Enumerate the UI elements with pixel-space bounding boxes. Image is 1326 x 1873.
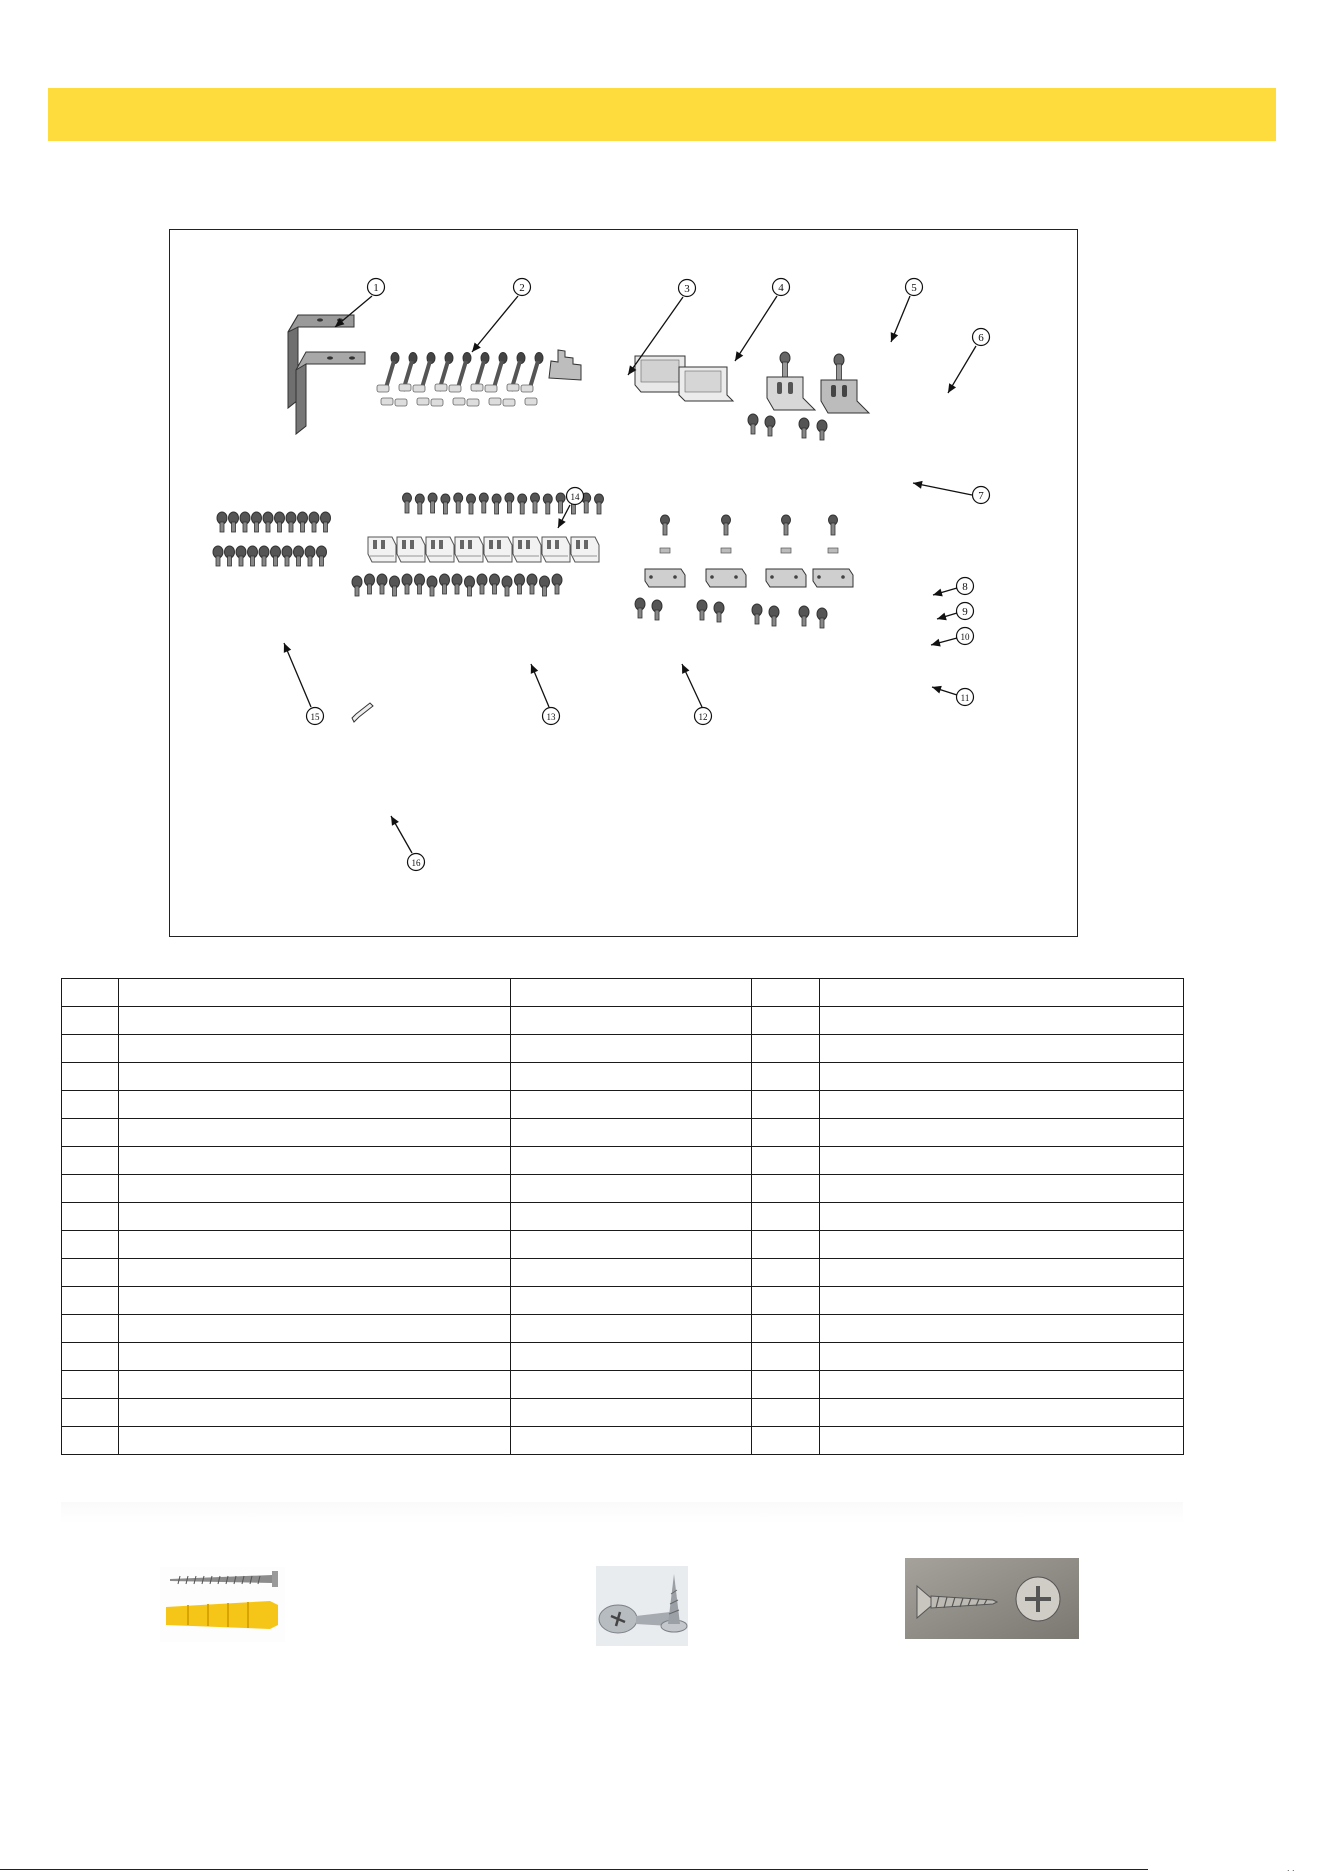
square-washer — [781, 548, 791, 553]
callout-arrowhead — [931, 639, 941, 647]
screw-shank — [355, 586, 359, 596]
table-cell — [119, 1371, 511, 1399]
screw-shank — [274, 556, 278, 566]
table-cell — [119, 1035, 511, 1063]
bolt-shank — [831, 523, 835, 535]
table-cell — [62, 1343, 119, 1371]
callout-number: 15 — [310, 711, 320, 722]
screw-shank — [717, 612, 721, 622]
screw-shank — [220, 522, 224, 532]
plate-slot — [439, 540, 443, 549]
wall-plug — [521, 385, 533, 392]
screw-shank — [655, 610, 659, 620]
screw-shank — [555, 584, 559, 594]
screw-shank — [418, 584, 422, 594]
table-row — [62, 1231, 1184, 1259]
wall-plug — [431, 399, 443, 406]
table-cell — [820, 1427, 1184, 1455]
table-cell — [820, 1119, 1184, 1147]
table-cell — [119, 1315, 511, 1343]
countersunk-screw-photo — [905, 1558, 1079, 1639]
plate-slot — [402, 540, 406, 549]
screw-shank — [768, 426, 772, 436]
table-row — [62, 1091, 1184, 1119]
table-row — [62, 1427, 1184, 1455]
wall-plug — [417, 398, 429, 405]
table-cell — [62, 1035, 119, 1063]
bolt-shank — [405, 501, 409, 513]
screw-shank — [518, 584, 522, 594]
screw-shank — [289, 522, 293, 532]
screw-shank — [820, 430, 824, 440]
callout-arrowhead — [391, 816, 399, 826]
bolt-shank — [559, 501, 563, 513]
table-cell — [62, 1315, 119, 1343]
screw-shank — [772, 616, 776, 626]
table-cell — [752, 1091, 820, 1119]
bolt-shank — [597, 502, 601, 514]
table-cell — [62, 1427, 119, 1455]
screw-shank — [505, 586, 509, 596]
table-cell — [752, 1231, 820, 1259]
bolt-shank — [443, 502, 447, 514]
table-cell — [752, 1371, 820, 1399]
table-cell — [62, 1399, 119, 1427]
table-cell — [820, 1063, 1184, 1091]
parts-diagram-svg — [170, 230, 1076, 935]
screw-shank — [297, 556, 301, 566]
bolt-shank — [533, 501, 537, 513]
table-cell — [820, 1175, 1184, 1203]
table-cell — [752, 1343, 820, 1371]
wall-plug — [471, 384, 483, 391]
table-cell — [62, 1147, 119, 1175]
callout-arrowhead — [913, 481, 923, 489]
callout-number: 11 — [960, 692, 970, 703]
plate-slot — [468, 540, 472, 549]
table-cell — [119, 1399, 511, 1427]
table-cell — [119, 1287, 511, 1315]
screw-shank — [320, 556, 324, 566]
table-cell — [62, 1119, 119, 1147]
callout-leader — [284, 643, 311, 707]
screw-shank — [243, 522, 247, 532]
wall-plug — [449, 385, 461, 392]
table-row — [62, 1147, 1184, 1175]
callout-number: 3 — [684, 282, 690, 295]
table-cell — [752, 1063, 820, 1091]
screw-shank — [251, 556, 255, 566]
table-cell — [62, 1259, 119, 1287]
bolt-shank — [431, 501, 435, 513]
callout-arrowhead — [933, 589, 943, 597]
wall-plug — [525, 398, 537, 405]
wall-plug — [413, 385, 425, 392]
table-cell — [752, 1259, 820, 1287]
table-cell — [62, 1063, 119, 1091]
callout-leader — [472, 296, 518, 352]
table-cell — [752, 1007, 820, 1035]
table-cell — [119, 1427, 511, 1455]
screw-shank — [493, 584, 497, 594]
wall-plug — [485, 385, 497, 392]
table-cell — [119, 1259, 511, 1287]
callout-leader — [913, 483, 972, 495]
screw-shank — [802, 616, 806, 626]
screw-shank — [380, 584, 384, 594]
table-cell — [62, 1371, 119, 1399]
table-cell — [752, 1399, 820, 1427]
plate-slot — [497, 540, 501, 549]
plate-slot — [584, 540, 588, 549]
screw-shank — [278, 522, 282, 532]
table-cell — [820, 1259, 1184, 1287]
footer-rule — [0, 1869, 1148, 1870]
bolt-shank — [418, 502, 422, 514]
table-cell — [119, 1147, 511, 1175]
screw-shank — [820, 618, 824, 628]
table-cell — [62, 1007, 119, 1035]
callout-number: 13 — [546, 711, 556, 722]
table-cell — [820, 1007, 1184, 1035]
callout-number: 7 — [978, 489, 984, 502]
table-cell — [820, 1399, 1184, 1427]
table-cell — [820, 1287, 1184, 1315]
table-cell — [511, 1035, 752, 1063]
table-cell — [511, 1147, 752, 1175]
wall-plug — [489, 398, 501, 405]
callout-number: 2 — [519, 281, 525, 294]
plate-slot — [518, 540, 522, 549]
table-cell — [511, 1175, 752, 1203]
anchor-screw-photo — [160, 1567, 285, 1642]
table-cell — [752, 1175, 820, 1203]
callout-leader — [735, 296, 777, 361]
plate-slot — [460, 540, 464, 549]
bolt-shank — [724, 523, 728, 535]
plate-slot — [431, 540, 435, 549]
table-cell — [820, 1343, 1184, 1371]
screw-shank — [530, 584, 534, 594]
table-cell — [511, 1399, 752, 1427]
table-cell — [62, 1231, 119, 1259]
table-row — [62, 1371, 1184, 1399]
bolt-shank — [784, 523, 788, 535]
table-cell — [511, 1287, 752, 1315]
table-cell — [820, 1315, 1184, 1343]
square-washer — [660, 548, 670, 553]
table-cell — [119, 1119, 511, 1147]
wall-plug — [453, 398, 465, 405]
screw-shank — [638, 608, 642, 618]
table-row — [62, 1315, 1184, 1343]
wall-plug — [467, 399, 479, 406]
screw-shank — [543, 586, 547, 596]
callout-number: 9 — [962, 605, 968, 618]
wall-plug — [395, 399, 407, 406]
table-row — [62, 1175, 1184, 1203]
exploded-parts-diagram — [169, 229, 1078, 937]
table-cell — [820, 1371, 1184, 1399]
table-cell — [119, 1175, 511, 1203]
callout-number: 1 — [373, 281, 379, 294]
screw-shank — [228, 556, 232, 566]
table-cell — [62, 1287, 119, 1315]
table-cell — [511, 1259, 752, 1287]
table-cell — [752, 1119, 820, 1147]
table-cell — [752, 1147, 820, 1175]
header-banner — [48, 88, 1276, 141]
table-cell — [511, 979, 752, 1007]
bolt-shank — [663, 523, 667, 535]
table-cell — [752, 1203, 820, 1231]
table-row — [62, 979, 1184, 1007]
screw-shank — [751, 424, 755, 434]
screw-shank — [393, 586, 397, 596]
callout-arrowhead — [948, 383, 956, 393]
table-cell — [511, 1343, 752, 1371]
plate-slot — [373, 540, 377, 549]
section-divider — [61, 1502, 1183, 1524]
screw-shank — [443, 584, 447, 594]
screw-shank — [324, 522, 328, 532]
wall-plug — [507, 384, 519, 391]
table-cell — [820, 1147, 1184, 1175]
table-cell — [119, 1203, 511, 1231]
callout-number: 5 — [911, 281, 917, 294]
bolt-shank — [584, 501, 588, 513]
callout-number: 12 — [698, 711, 708, 722]
table-cell — [752, 979, 820, 1007]
table-cell — [511, 1231, 752, 1259]
wall-plug — [377, 385, 389, 392]
bracket-hole — [317, 318, 323, 321]
plate-slot — [410, 540, 414, 549]
screw-shank — [232, 522, 236, 532]
table-row — [62, 1259, 1184, 1287]
table-cell — [511, 1119, 752, 1147]
table-cell — [752, 1315, 820, 1343]
table-row — [62, 1203, 1184, 1231]
pan-head-screw-photo — [596, 1566, 688, 1646]
table-cell — [820, 979, 1184, 1007]
screw-shank — [301, 522, 305, 532]
table-cell — [511, 1063, 752, 1091]
bolt-shank — [546, 502, 550, 514]
parts-table — [61, 978, 1184, 1455]
table-cell — [119, 1091, 511, 1119]
table-cell — [119, 979, 511, 1007]
table-row — [62, 1035, 1184, 1063]
table-cell — [119, 1007, 511, 1035]
screw-shank — [802, 428, 806, 438]
screw-shank — [755, 614, 759, 624]
table-cell — [119, 1063, 511, 1091]
table-cell — [820, 1035, 1184, 1063]
screw-shank — [368, 584, 372, 594]
table-cell — [511, 1203, 752, 1231]
callout-number: 16 — [411, 857, 421, 868]
wall-plug — [399, 384, 411, 391]
table-row — [62, 1063, 1184, 1091]
table-cell — [511, 1315, 752, 1343]
callout-number: 4 — [778, 281, 784, 294]
plate-slot — [555, 540, 559, 549]
screw-shank — [468, 586, 472, 596]
bolt-shank — [482, 501, 486, 513]
wall-plug — [503, 399, 515, 406]
screw-shank — [262, 556, 266, 566]
callout-number: 8 — [962, 580, 968, 593]
screw-shank — [285, 556, 289, 566]
table-cell — [752, 1287, 820, 1315]
square-washer — [721, 548, 731, 553]
screw-shank — [480, 584, 484, 594]
screw-shank — [266, 522, 270, 532]
screw-shank — [216, 556, 220, 566]
wall-plug — [381, 398, 393, 405]
screw-shank — [405, 584, 409, 594]
plate-slot — [576, 540, 580, 549]
stepped-shim — [549, 350, 581, 380]
bolt-shank — [507, 501, 511, 513]
callout-number: 6 — [978, 331, 984, 344]
bolt-shank — [456, 501, 460, 513]
plate-slot — [489, 540, 493, 549]
square-washer — [828, 548, 838, 553]
callout-arrowhead — [937, 613, 947, 621]
table-cell — [511, 1007, 752, 1035]
table-cell — [752, 1427, 820, 1455]
table-cell — [119, 1343, 511, 1371]
table-cell — [820, 1091, 1184, 1119]
screw-shank — [312, 522, 316, 532]
callout-number: 10 — [960, 631, 970, 642]
table-row — [62, 1343, 1184, 1371]
table-cell — [62, 1091, 119, 1119]
bolt-shank — [469, 502, 473, 514]
callout-arrowhead — [932, 686, 942, 694]
table-cell — [511, 1427, 752, 1455]
callout-arrowhead — [472, 343, 481, 352]
plate-slot — [547, 540, 551, 549]
table-cell — [62, 1175, 119, 1203]
bracket-hole — [349, 356, 355, 359]
table-cell — [119, 1231, 511, 1259]
plate-slot — [381, 540, 385, 549]
table-row — [62, 1007, 1184, 1035]
table-row — [62, 1399, 1184, 1427]
table-cell — [752, 1035, 820, 1063]
table-row — [62, 1287, 1184, 1315]
bolt-shank — [520, 502, 524, 514]
screw-shank — [700, 610, 704, 620]
callout-arrowhead — [735, 351, 743, 361]
screw-shank — [455, 584, 459, 594]
callout-number: 14 — [570, 491, 580, 502]
screw-shank — [255, 522, 259, 532]
bracket-hole — [327, 356, 333, 359]
plate-slot — [526, 540, 530, 549]
screw-shank — [308, 556, 312, 566]
locating-pin — [352, 703, 373, 722]
screw-shank — [430, 586, 434, 596]
wall-plug — [435, 384, 447, 391]
table-cell — [62, 1203, 119, 1231]
footer-mark: . . — [1287, 1863, 1295, 1873]
table-cell — [511, 1091, 752, 1119]
table-row — [62, 1119, 1184, 1147]
table-cell — [820, 1203, 1184, 1231]
bolt-shank — [495, 502, 499, 514]
table-cell — [62, 979, 119, 1007]
table-cell — [820, 1231, 1184, 1259]
screw-shank — [239, 556, 243, 566]
table-cell — [511, 1371, 752, 1399]
